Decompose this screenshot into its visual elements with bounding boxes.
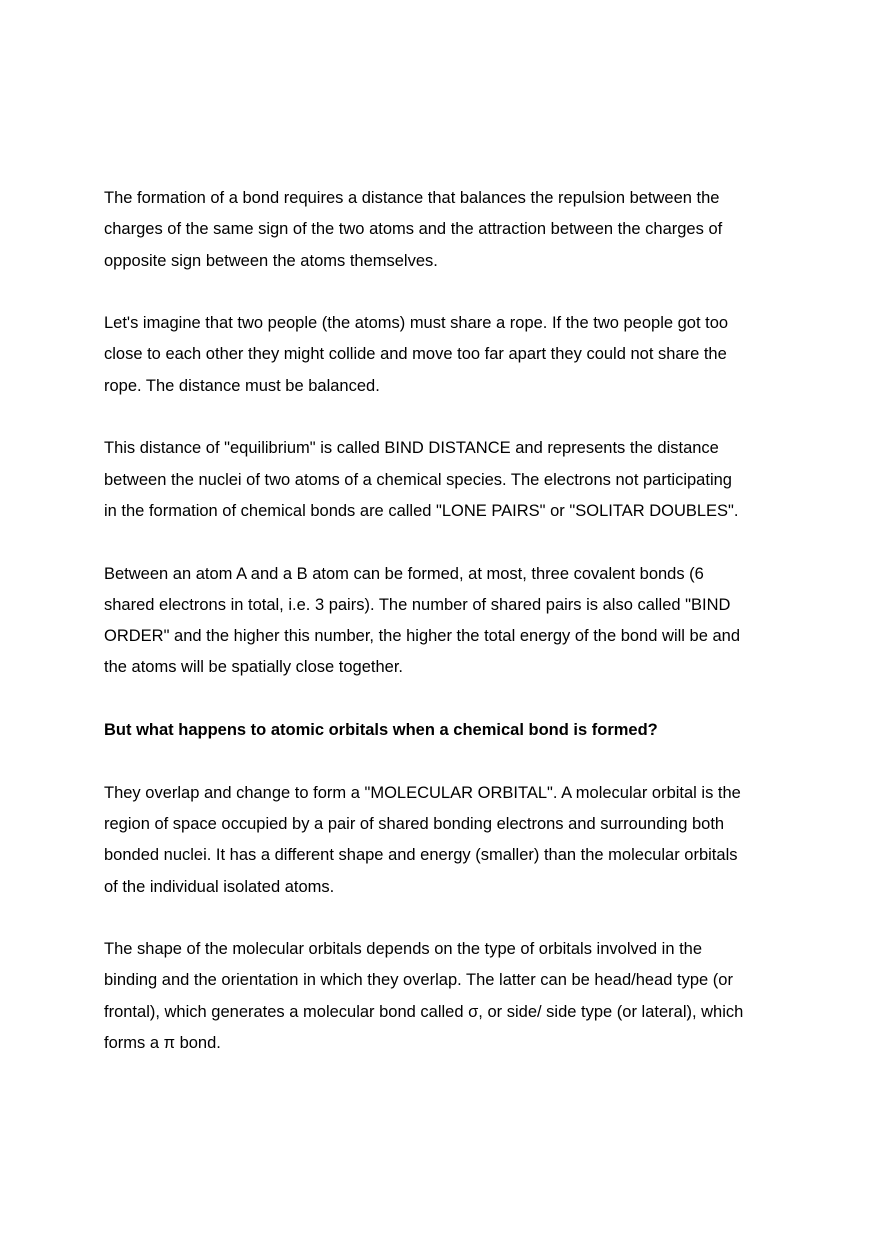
paragraph-bind-order [104, 559, 784, 684]
section-question-heading [104, 715, 784, 746]
text-line: opposite sign between the atoms themselves. [104, 251, 438, 270]
text-line: But what happens to atomic orbitals when a chemical bond is formed? [104, 721, 658, 740]
text-line: ORDER" and the higher this number, the higher the total energy of the bond will be and [104, 627, 740, 646]
text-line: The formation of a bond requires a distance that balances the repulsion between the [104, 189, 720, 207]
paragraph-rope-analogy [104, 308, 784, 402]
text-line: bonded nuclei. It has a different shape and energy (smaller) than the molecular orbitals [104, 846, 738, 865]
document-page [104, 183, 784, 1091]
text-line: charges of the same sign of the two atoms and the attraction between the charges of [104, 220, 723, 239]
text-line: of the individual isolated atoms. [104, 877, 335, 896]
text-line: binding and the orientation in which they overlap. The latter can be head/head type (or [104, 971, 733, 990]
paragraph-bond-distance-intro [104, 183, 784, 277]
text-line: forms a π bond. [104, 1034, 221, 1053]
text-line: in the formation of chemical bonds are called "LONE PAIRS" or "SOLITAR DOUBLES". [104, 501, 739, 520]
text-line: The shape of the molecular orbitals depends on the type of orbitals involved in the [104, 940, 703, 959]
text-line: Between an atom A and a B atom can be formed, at most, three covalent bonds (6 [104, 564, 704, 583]
paragraph-molecular-orbital [104, 778, 784, 903]
text-line: region of space occupied by a pair of shared bonding electrons and surrounding both [104, 814, 725, 833]
text-line: This distance of "equilibrium" is called BIND DISTANCE and represents the distance [104, 439, 719, 458]
text-line: close to each other they might collide and move too far apart they could not share the [104, 345, 727, 364]
text-line: between the nuclei of two atoms of a chemical species. The electrons not participating [104, 470, 732, 489]
text-line: They overlap and change to form a "MOLECULAR ORBITAL". A molecular orbital is the [104, 783, 741, 802]
text-line: frontal), which generates a molecular bond called σ, or side/ side type (or lateral), which [104, 1002, 744, 1021]
text-line: Let's imagine that two people (the atoms) must share a rope. If the two people got too [104, 314, 729, 333]
text-line: rope. The distance must be balanced. [104, 376, 380, 395]
text-line: shared electrons in total, i.e. 3 pairs). The number of shared pairs is also called "BIND [104, 595, 731, 614]
paragraph-bind-distance [104, 433, 784, 527]
paragraph-orbital-shape [104, 934, 784, 1059]
text-line: the atoms will be spatially close together. [104, 658, 403, 677]
